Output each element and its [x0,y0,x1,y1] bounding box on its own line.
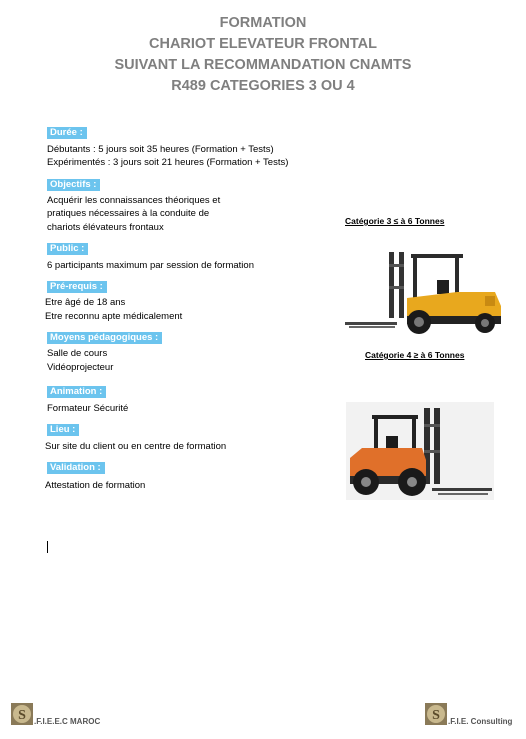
category-3-label: Catégorie 3 ≤ à 6 Tonnes [345,216,445,226]
moyens-line-1: Salle de cours [47,348,108,359]
duree-label: Durée : [47,127,87,139]
animation-line-1: Formateur Sécurité [47,403,129,414]
prerequis-line-2: Etre reconnu apte médicalement [45,311,183,322]
public-line-1: 6 participants maximum par session de formation [47,260,254,271]
objectifs-line-1: Acquérir les connaissances théoriques et [47,195,221,206]
forklift-cat3-image [345,246,505,336]
footer-left-company: .F.I.E.E.C MAROC [34,717,101,726]
validation-label: Validation : [47,462,105,474]
validation-line-1: Attestation de formation [45,480,146,491]
prerequis-label: Pré-requis : [47,281,107,293]
lieu-label: Lieu : [47,424,79,436]
duree-line-1: Débutants : 5 jours soit 35 heures (Formation + Tests) [47,144,274,155]
title-line-1: FORMATION [219,15,307,31]
document-title [0,13,526,97]
svg-text:S: S [432,708,440,723]
category-4-label: Catégorie 4 ≥ à 6 Tonnes [365,350,465,360]
text-cursor [47,541,48,553]
forklift-cat4-image [346,402,494,500]
moyens-line-2: Vidéoprojecteur [47,362,114,373]
sfie-logo-icon [425,703,447,725]
objectifs-line-2: pratiques nécessaires à la conduite de [47,208,210,219]
moyens-label: Moyens pédagogiques : [47,332,162,344]
animation-label: Animation : [47,386,106,398]
svg-text:S: S [18,708,26,723]
objectifs-label: Objectifs : [47,179,100,191]
title-line-4: R489 CATEGORIES 3 OU 4 [171,78,355,94]
title-line-2: CHARIOT ELEVATEUR FRONTAL [149,36,377,52]
footer-right-company: .F.I.E. Consulting [448,717,513,726]
lieu-line-1: Sur site du client ou en centre de formation [45,441,227,452]
objectifs-line-3: chariots élévateurs frontaux [47,222,164,233]
sfie-logo-icon [11,703,33,725]
duree-line-2: Expérimentés : 3 jours soit 21 heures (Formation + Tests) [47,157,289,168]
public-label: Public : [47,243,88,255]
prerequis-line-1: Etre âgé de 18 ans [45,297,126,308]
title-line-3: SUIVANT LA RECOMMANDATION CNAMTS [114,57,412,73]
